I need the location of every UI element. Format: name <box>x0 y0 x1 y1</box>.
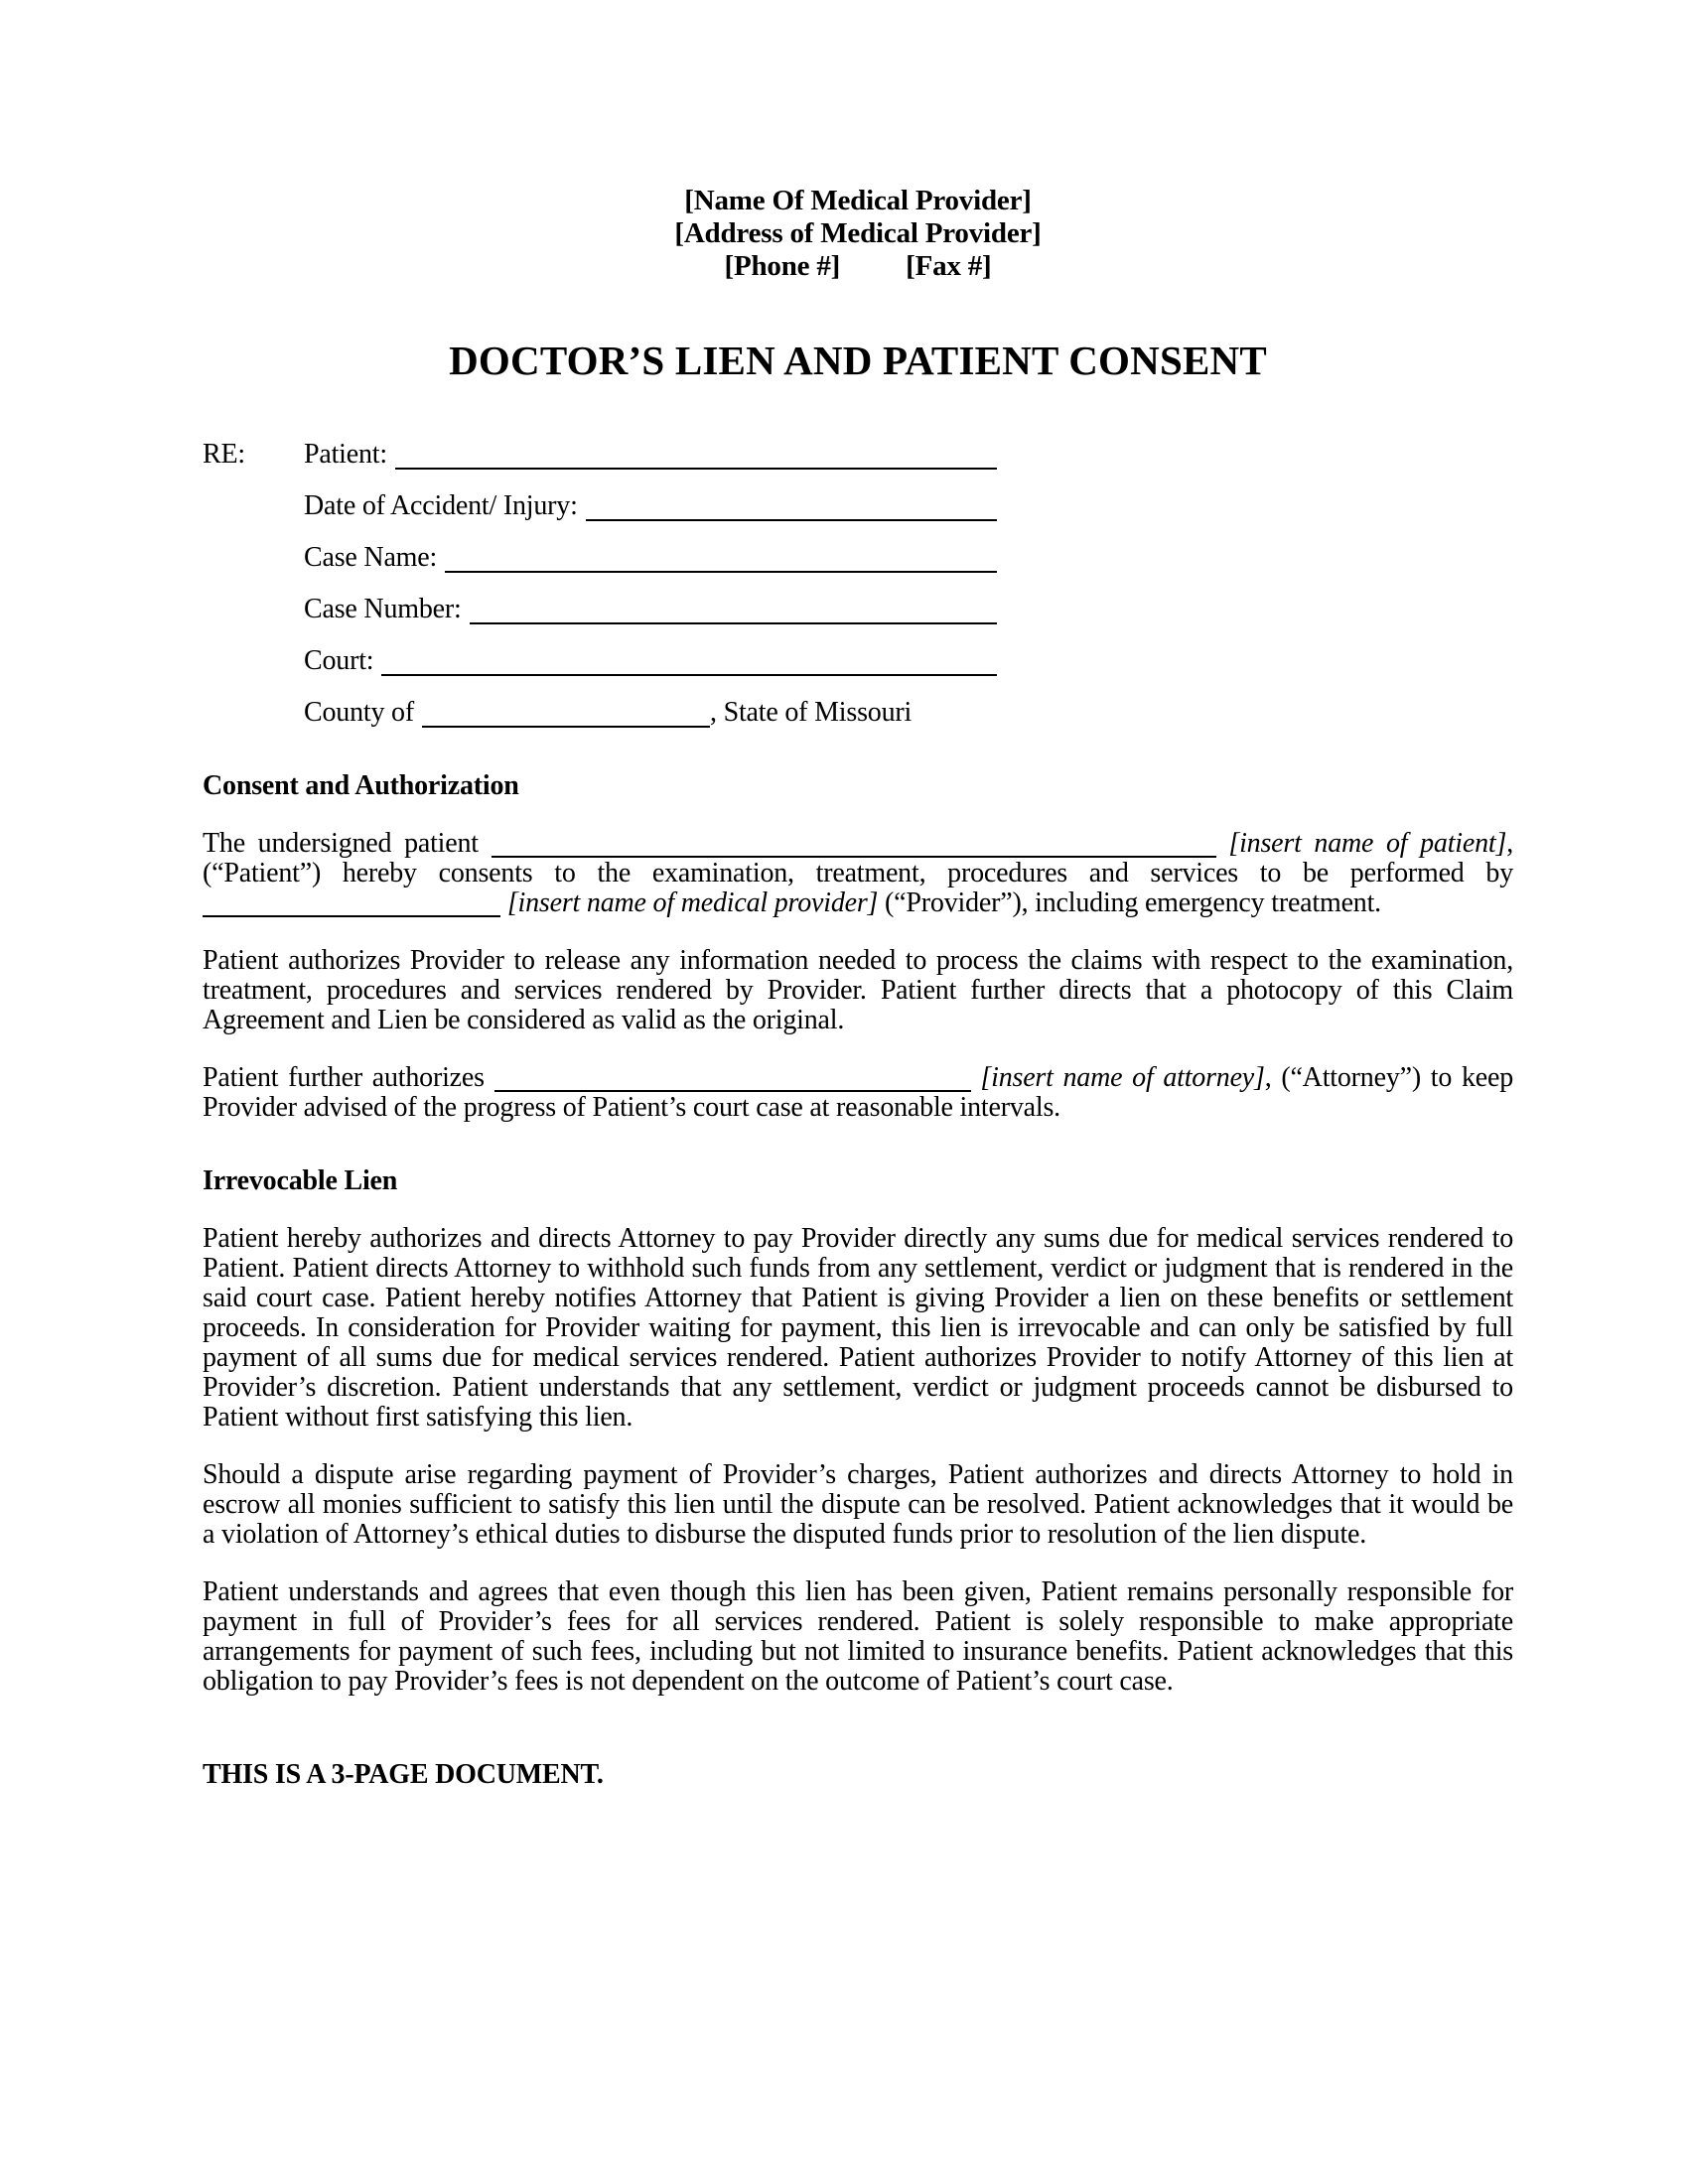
consent-paragraph-2: Patient authorizes Provider to release any information needed to process the claims with respect to the examination, treatment, procedures and services rendered by Provider. Patient further directs that a photocopy of this Claim Agreement and Lien be considered as valid as the original. <box>203 945 1513 1035</box>
consent-p1-text-2: , (“Patient”) hereby consents to the examination, treatment, procedures and services to be performed by <box>203 828 1513 888</box>
provider-address: [Address of Medical Provider] <box>674 217 1042 249</box>
consent-p1-text-1: The undersigned patient <box>203 828 492 859</box>
patient-name-inline-blank[interactable] <box>492 832 1216 858</box>
case-name-field-label: Case Name: <box>304 542 438 573</box>
page-count-note: THIS IS A 3-PAGE DOCUMENT. <box>203 1759 604 1790</box>
consent-paragraph-3 <box>203 1063 1513 1123</box>
county-field-label: County of <box>304 697 414 728</box>
document-title: DOCTOR’S LIEN AND PATIENT CONSENT <box>449 338 1267 383</box>
case-number-field-row <box>203 595 997 624</box>
re-field-block <box>203 440 1513 728</box>
consent-p1-text-3: (“Provider”), including emergency treatment. <box>878 887 1381 918</box>
consent-p3-text-2: , (“Attorney”) to keep Provider advised of the progress of Patient’s court case at reasonable intervals. <box>203 1062 1513 1123</box>
case-number-blank-line[interactable] <box>470 595 997 624</box>
provider-phone: [Phone #] <box>724 250 841 282</box>
consent-section-heading: Consent and Authorization <box>203 770 519 801</box>
lien-paragraph-1: Patient hereby authorizes and directs Attorney to pay Provider directly any sums due for medical services rendered to Patient. Patient directs Attorney to withhold such funds from any settlement, verdict or judgment that is rendered in the said court case. Patient hereby notifies Attorney that Patient is giving Provider a lien on these benefits or settlement proceeds. In consideration for Provider waiting for payment, this lien is irrevocable and can only be satisfied by full payment of all sums due for medical services rendered. Patient authorizes Provider to notify Attorney of this lien at Provider’s discretion. Patient understands that any settlement, verdict or judgment proceeds cannot be disbursed to Patient without first satisfying this lien. <box>203 1223 1513 1433</box>
court-field-label: Court: <box>304 645 374 676</box>
county-blank-line[interactable] <box>422 698 710 728</box>
provider-name: [Name Of Medical Provider] <box>684 185 1032 216</box>
consent-p3-text-1: Patient further authorizes <box>203 1062 494 1093</box>
provider-phone-fax-line <box>203 250 1513 283</box>
provider-name-inline-blank[interactable] <box>203 891 500 917</box>
court-blank-line[interactable] <box>381 646 997 676</box>
case-number-field-label: Case Number: <box>304 594 462 624</box>
accident-date-field-row <box>203 491 997 521</box>
case-name-field-row <box>203 543 997 573</box>
patient-field-row <box>203 440 997 470</box>
insert-attorney-name-hint: [insert name of attorney] <box>980 1062 1265 1093</box>
consent-paragraph-1 <box>203 829 1513 918</box>
lien-section-heading: Irrevocable Lien <box>203 1165 398 1196</box>
patient-blank-line[interactable] <box>395 440 997 470</box>
provider-header <box>203 185 1513 283</box>
attorney-name-inline-blank[interactable] <box>494 1066 971 1092</box>
provider-fax: [Fax #] <box>906 250 992 282</box>
insert-provider-name-hint: [insert name of medical provider] <box>506 887 879 918</box>
insert-patient-name-hint: [insert name of patient] <box>1228 828 1507 859</box>
case-name-blank-line[interactable] <box>445 543 997 573</box>
re-label: RE: <box>203 439 245 470</box>
lien-paragraph-2: Should a dispute arise regarding payment of Provider’s charges, Patient authorizes and directs Attorney to hold in escrow all monies sufficient to satisfy this lien until the dispute can be resolved. Patient acknowledges that it would be a violation of Attorney’s ethical duties to disburse the disputed funds prior to resolution of the lien dispute. <box>203 1459 1513 1550</box>
state-of-missouri-label: , State of Missouri <box>709 697 913 728</box>
patient-field-label: Patient: <box>304 439 387 470</box>
court-field-row <box>203 646 997 676</box>
accident-date-field-label: Date of Accident/ Injury: <box>304 490 578 521</box>
lien-paragraph-3: Patient understands and agrees that even though this lien has been given, Patient remains personally responsible for payment in full of Provider’s fees for all services rendered. Patient is solely responsible to make appropriate arrangements for payment of such fees, including but not limited to insurance benefits. Patient acknowledges that this obligation to pay Provider’s fees is not dependent on the outcome of Patient’s court case. <box>203 1576 1513 1697</box>
county-field-row <box>203 698 1513 728</box>
accident-date-blank-line[interactable] <box>586 491 997 521</box>
